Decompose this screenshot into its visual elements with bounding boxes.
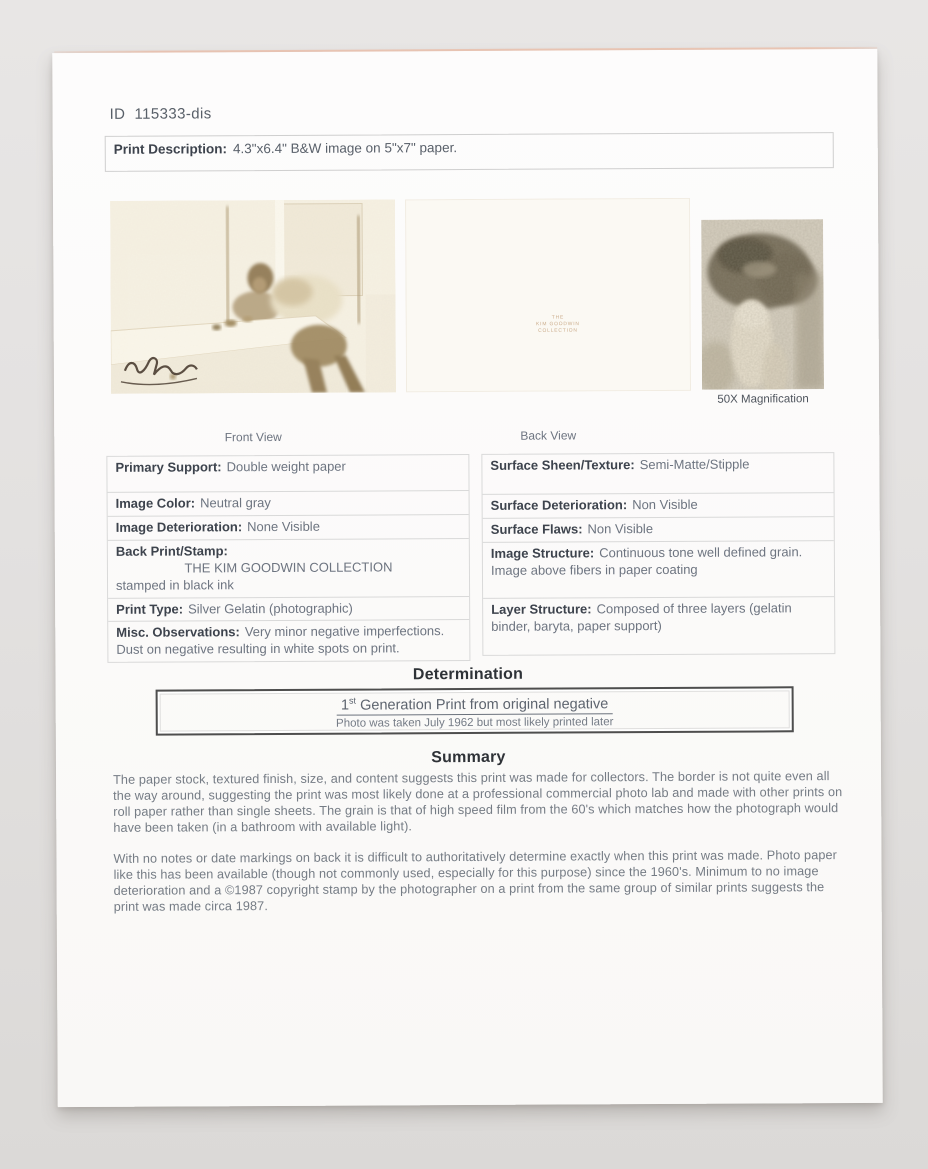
collection-stamp: THE KIM GOODWIN COLLECTION — [536, 315, 580, 334]
left-attributes-table — [106, 454, 470, 663]
back-view-photo — [405, 198, 691, 392]
attribute-value: Non Visible — [632, 496, 698, 513]
attribute-label: Layer Structure: — [491, 601, 592, 617]
attribute-value: None Visible — [247, 518, 320, 535]
determination-heading: Determination — [412, 665, 524, 684]
print-description-box — [105, 132, 834, 172]
attribute-value: Neutral gray — [200, 495, 271, 511]
attribute-label: Print Type: — [116, 601, 184, 617]
determination-box — [156, 686, 794, 735]
table-row — [108, 491, 469, 517]
summary-paragraph: The paper stock, textured finish, size, and content suggests this print was made for collectors. The border is not quite even all the way around, suggesting the print was most likely done at a professional commercial photo lab and made with other prints on roll paper rather than single sheets. The grain is that of high speed film from the 60's which matches how the photograph would have been taken (in a bathroom with available light). — [113, 769, 843, 835]
table-row — [108, 539, 469, 599]
attribute-label: Surface Flaws: — [490, 521, 583, 537]
print-description-value: 4.3"x6.4" B&W image on 5"x7" paper. — [232, 140, 458, 157]
table-row — [483, 597, 834, 655]
attribute-label: Image Color: — [115, 495, 196, 511]
right-attributes-table — [481, 452, 835, 656]
attribute-label: Misc. Observations: — [116, 624, 240, 641]
summary-section — [113, 768, 846, 930]
table-row — [108, 515, 469, 541]
summary-paragraph: With no notes or date markings on back it is difficult to authoritatively determine exactly when this print was made. Photo paper like this has been available (though not commonly used, especially for this purpose) since the 1960's. Minimum to no image deterioration and a ©1987 copyright stamp by the photographer on a print from the same group of similar prints suggests the print was made circa 1987. — [113, 848, 838, 914]
attribute-value: Composed of three layers (gelatin binder, baryta, paper support) — [491, 600, 792, 634]
attribute-value: Very minor negative imperfections. Dust on negative resulting in white spots on print. — [116, 623, 445, 658]
table-row — [483, 493, 834, 519]
determination-result: 1st Generation Print from original negative — [337, 694, 612, 715]
attribute-value: Semi-Matte/Stipple — [639, 456, 750, 473]
table-row — [482, 453, 833, 495]
attribute-value: THE KIM GOODWIN COLLECTION — [184, 559, 393, 576]
magnification-caption: 50X Magnification — [717, 393, 809, 406]
summary-heading: Summary — [431, 748, 506, 767]
attribute-label: Image Deterioration: — [115, 519, 243, 535]
front-view-caption: Front View — [224, 429, 282, 445]
document-sheet — [52, 49, 883, 1107]
determination-note: Photo was taken July 1962 but most likely printed later — [336, 716, 614, 730]
back-view-caption: Back View — [520, 428, 577, 443]
attribute-value: stamped in black ink — [115, 576, 234, 593]
magnification-photo — [701, 219, 824, 390]
attribute-label: Primary Support: — [115, 459, 222, 475]
table-row — [107, 455, 468, 493]
document-id: ID 115333-dis — [109, 105, 212, 123]
print-description-label: Print Description: — [113, 141, 228, 157]
table-row — [483, 517, 834, 543]
attribute-value: Continuous tone well defined grain. Image above fibers in paper coating — [490, 544, 803, 578]
table-row — [483, 541, 834, 599]
front-view-photo — [110, 199, 396, 393]
attribute-label: Image Structure: — [490, 545, 595, 561]
attribute-label: Surface Deterioration: — [490, 497, 628, 513]
attribute-value: Non Visible — [587, 521, 654, 537]
attribute-value: Silver Gelatin (photographic) — [188, 600, 353, 617]
attribute-label: Surface Sheen/Texture: — [490, 457, 635, 473]
table-row — [108, 597, 469, 623]
attribute-value: Double weight paper — [226, 458, 346, 475]
table-row — [108, 620, 469, 662]
attribute-label: Back Print/Stamp: — [115, 543, 228, 559]
